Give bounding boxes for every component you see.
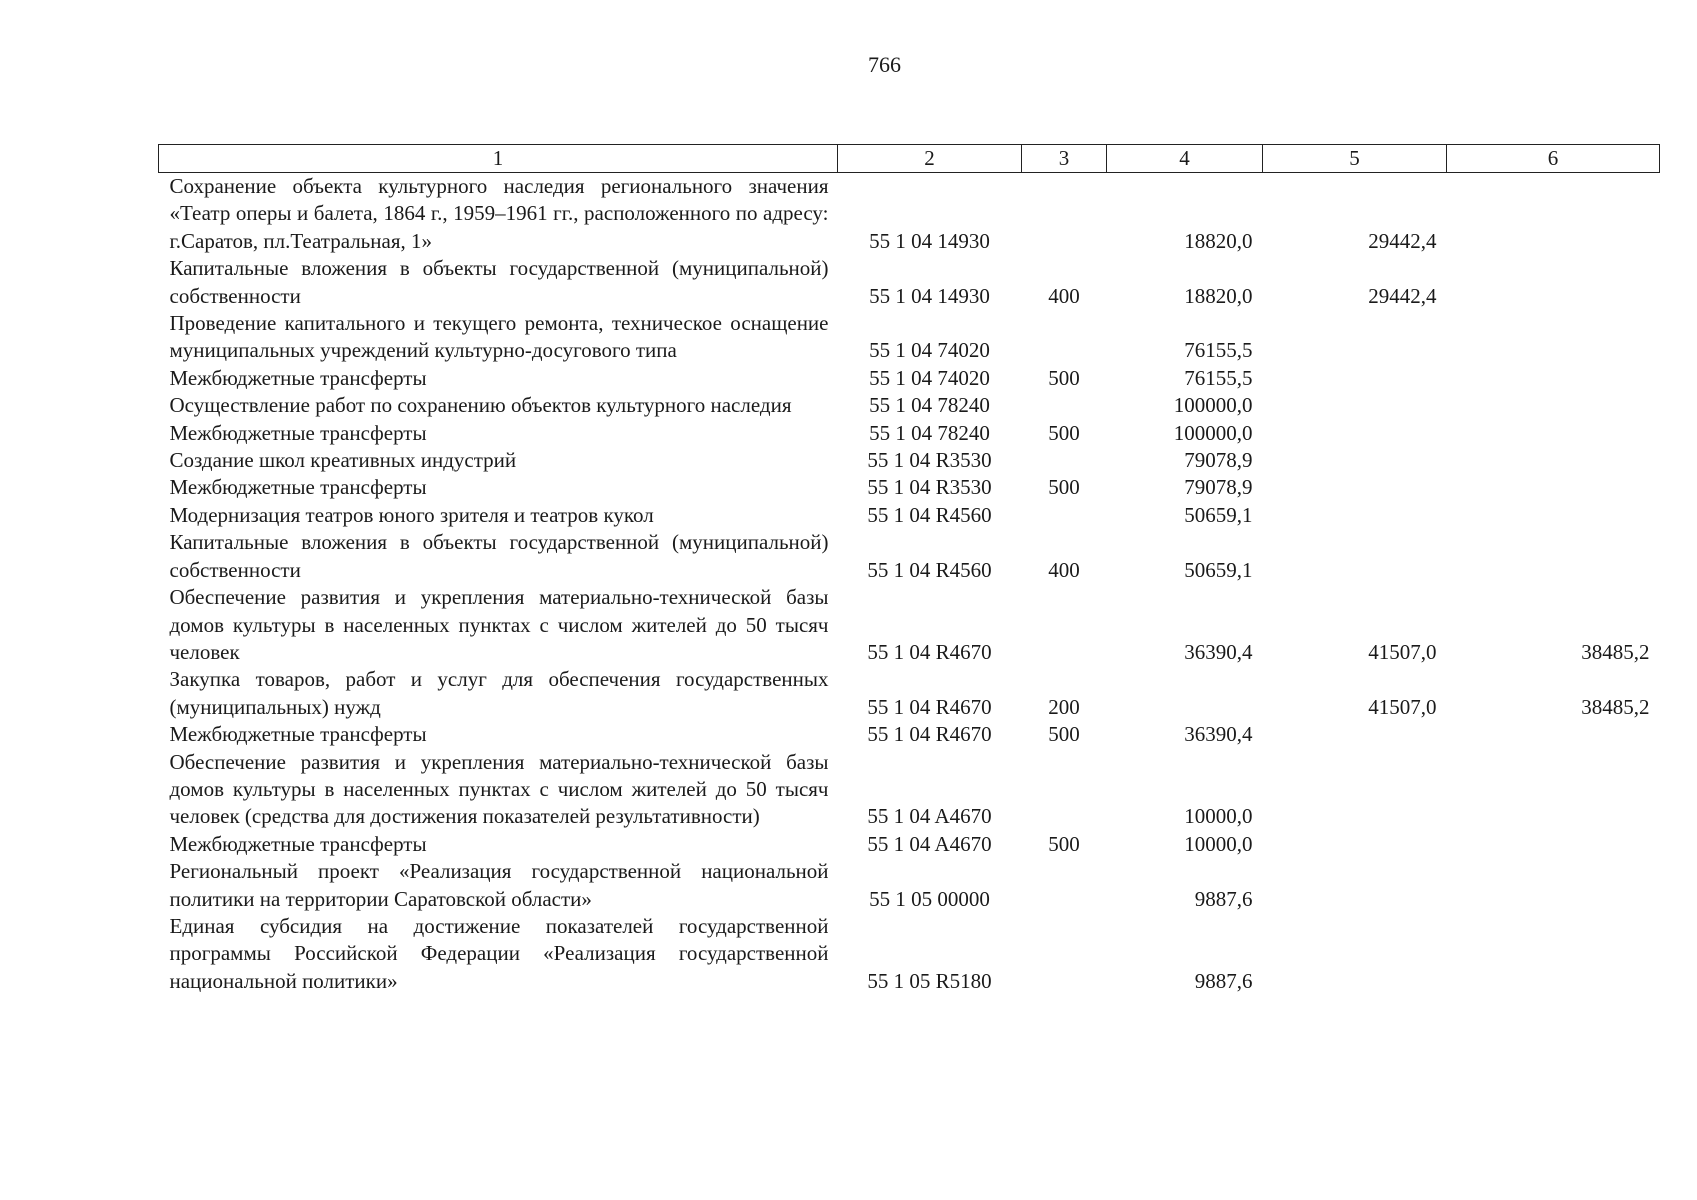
expense-type: 500 — [1048, 722, 1080, 747]
value-col-4: 100000,0 — [1173, 393, 1253, 418]
item-name: Обеспечение развития и укрепления материально-технической базы домов культуры в населенных пунктах с числом жителей до 50 тысяч человек — [169, 585, 829, 664]
table-row — [159, 502, 1660, 529]
table-row — [159, 584, 1660, 666]
value-col-5 — [1263, 420, 1447, 447]
expense-type — [1022, 749, 1107, 831]
item-name: Региональный проект «Реализация государственной национальной политики на территории Саратовской области» — [169, 859, 829, 911]
expense-type: 500 — [1048, 831, 1080, 856]
table-row — [159, 392, 1660, 419]
column-header-1: 1 — [159, 145, 838, 173]
table-body — [159, 173, 1660, 996]
item-name: Закупка товаров, работ и услуг для обеспечения государственных (муниципальных) нужд — [169, 667, 829, 719]
expense-type: 400 — [1048, 283, 1080, 308]
expense-type: 500 — [1048, 475, 1080, 500]
expense-type: 500 — [1048, 365, 1080, 390]
expense-type — [1022, 173, 1107, 256]
table-row — [159, 666, 1660, 721]
item-name: Капитальные вложения в объекты государственной (муниципальной) собственности — [169, 256, 829, 308]
column-header-6: 6 — [1447, 145, 1660, 173]
budget-code: 55 1 04 14930 — [869, 283, 990, 308]
value-col-6 — [1447, 392, 1660, 419]
expense-type — [1022, 310, 1107, 365]
value-col-4: 18820,0 — [1184, 283, 1253, 308]
expense-type: 400 — [1048, 557, 1080, 582]
column-header-2: 2 — [838, 145, 1022, 173]
value-col-4: 9887,6 — [1194, 886, 1253, 911]
value-col-5: 29442,4 — [1368, 283, 1437, 308]
budget-code: 55 1 04 78240 — [869, 420, 990, 445]
value-col-5: 41507,0 — [1368, 639, 1437, 664]
budget-code: 55 1 04 R3530 — [867, 475, 992, 500]
item-name: Капитальные вложения в объекты государственной (муниципальной) собственности — [169, 530, 829, 582]
value-col-6 — [1447, 474, 1660, 501]
value-col-6: 38485,2 — [1581, 694, 1650, 719]
expense-type — [1022, 447, 1107, 474]
value-col-4 — [1107, 666, 1263, 721]
item-name: Межбюджетные трансферты — [169, 831, 427, 856]
table-row — [159, 529, 1660, 584]
value-col-6: 38485,2 — [1581, 639, 1650, 664]
expense-type — [1022, 858, 1107, 913]
value-col-6 — [1447, 858, 1660, 913]
expense-type — [1022, 584, 1107, 666]
value-col-5 — [1263, 749, 1447, 831]
budget-code: 55 1 04 14930 — [869, 228, 990, 253]
expense-type: 200 — [1048, 694, 1080, 719]
table-row — [159, 831, 1660, 858]
value-col-5 — [1263, 447, 1447, 474]
item-name: Межбюджетные трансферты — [169, 420, 427, 445]
value-col-5 — [1263, 831, 1447, 858]
value-col-4: 36390,4 — [1184, 639, 1253, 664]
value-col-6 — [1447, 502, 1660, 529]
value-col-4: 100000,0 — [1173, 420, 1253, 445]
expense-type — [1022, 392, 1107, 419]
item-name: Межбюджетные трансферты — [169, 475, 427, 500]
value-col-6 — [1447, 913, 1660, 995]
value-col-6 — [1447, 721, 1660, 748]
value-col-6 — [1447, 749, 1660, 831]
budget-code: 55 1 04 R4560 — [867, 557, 992, 582]
table-row — [159, 474, 1660, 501]
value-col-5 — [1263, 913, 1447, 995]
budget-code: 55 1 04 74020 — [869, 365, 990, 390]
table-row — [159, 721, 1660, 748]
item-name: Обеспечение развития и укрепления материально-технической базы домов культуры в населенных пунктах с числом жителей до 50 тысяч человек (средства для достижения показателей результативности) — [169, 749, 829, 829]
column-header-3: 3 — [1022, 145, 1107, 173]
value-col-4: 36390,4 — [1184, 722, 1253, 747]
budget-code: 55 1 04 R4670 — [867, 639, 992, 664]
value-col-4: 76155,5 — [1184, 338, 1253, 363]
budget-code: 55 1 04 R3530 — [867, 448, 992, 473]
table-row — [159, 913, 1660, 995]
value-col-5 — [1263, 858, 1447, 913]
value-col-6 — [1447, 447, 1660, 474]
value-col-5: 29442,4 — [1368, 228, 1437, 253]
value-col-6 — [1447, 255, 1660, 310]
item-name: Модернизация театров юного зрителя и театров кукол — [169, 502, 654, 527]
budget-code: 55 1 04 74020 — [869, 338, 990, 363]
item-name: Осуществление работ по сохранению объектов культурного наследия — [169, 393, 792, 418]
value-col-6 — [1447, 831, 1660, 858]
value-col-6 — [1447, 365, 1660, 392]
item-name: Сохранение объекта культурного наследия регионального значения «Театр оперы и балета, 1864 г., 1959–1961 гг., расположенного по адресу: г.Саратов, пл.Театральная, 1» — [169, 174, 829, 253]
item-name: Создание школ креативных индустрий — [169, 448, 517, 473]
budget-table — [158, 144, 1660, 995]
table-row — [159, 310, 1660, 365]
expense-type: 500 — [1048, 420, 1080, 445]
value-col-6 — [1447, 420, 1660, 447]
value-col-4: 50659,1 — [1184, 557, 1253, 582]
value-col-5 — [1263, 310, 1447, 365]
value-col-5 — [1263, 392, 1447, 419]
budget-code: 55 1 04 R4670 — [867, 722, 992, 747]
value-col-4: 50659,1 — [1184, 502, 1253, 527]
value-col-4: 10000,0 — [1184, 831, 1253, 856]
item-name: Проведение капитального и текущего ремонта, техническое оснащение муниципальных учреждений культурно-досугового типа — [169, 311, 829, 363]
value-col-4: 9887,6 — [1194, 968, 1253, 993]
budget-code: 55 1 05 00000 — [869, 886, 990, 911]
value-col-5 — [1263, 721, 1447, 748]
value-col-5 — [1263, 529, 1447, 584]
table-row — [159, 749, 1660, 831]
table-row — [159, 447, 1660, 474]
header-row — [159, 145, 1660, 173]
value-col-6 — [1447, 529, 1660, 584]
budget-code: 55 1 04 R4560 — [867, 502, 992, 527]
expense-type — [1022, 502, 1107, 529]
value-col-4: 10000,0 — [1184, 804, 1253, 829]
table-row — [159, 255, 1660, 310]
item-name: Межбюджетные трансферты — [169, 722, 427, 747]
value-col-4: 76155,5 — [1184, 365, 1253, 390]
table-row — [159, 365, 1660, 392]
table-row — [159, 420, 1660, 447]
value-col-5 — [1263, 502, 1447, 529]
budget-code: 55 1 04 78240 — [869, 393, 990, 418]
value-col-5: 41507,0 — [1368, 694, 1437, 719]
table-row — [159, 858, 1660, 913]
budget-code: 55 1 04 R4670 — [867, 694, 992, 719]
column-header-5: 5 — [1263, 145, 1447, 173]
value-col-6 — [1447, 310, 1660, 365]
value-col-4: 79078,9 — [1184, 475, 1253, 500]
table-header — [159, 145, 1660, 173]
table-row — [159, 173, 1660, 256]
item-name: Единая субсидия на достижение показателей государственной программы Российской Федерации «Реализация государственной национальной политики» — [169, 913, 829, 993]
budget-code: 55 1 04 A4670 — [867, 831, 992, 856]
page-number: 766 — [868, 52, 901, 77]
budget-code: 55 1 04 A4670 — [867, 804, 992, 829]
expense-type — [1022, 913, 1107, 995]
value-col-6 — [1447, 173, 1660, 256]
budget-code: 55 1 05 R5180 — [867, 968, 992, 993]
value-col-4: 79078,9 — [1184, 448, 1253, 473]
item-name: Межбюджетные трансферты — [169, 365, 427, 390]
value-col-5 — [1263, 365, 1447, 392]
column-header-4: 4 — [1107, 145, 1263, 173]
value-col-5 — [1263, 474, 1447, 501]
value-col-4: 18820,0 — [1184, 228, 1253, 253]
